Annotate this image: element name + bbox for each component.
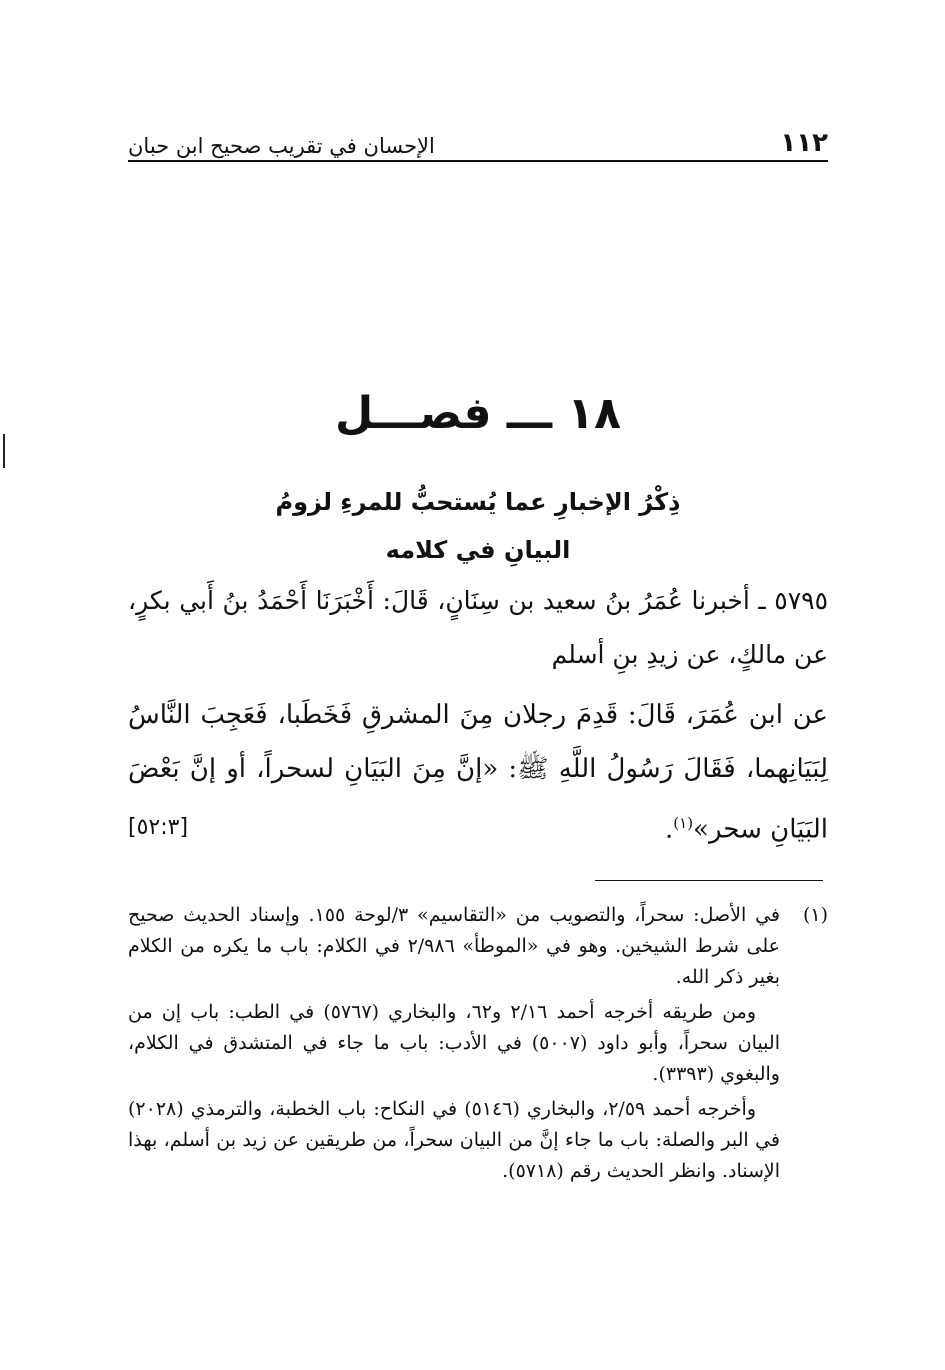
footnote-rule [595,880,823,881]
book-title: الإحسان في تقريب صحيح ابن حبان [128,134,435,158]
hadith-matn [128,688,828,857]
page-number: ١١٢ [780,128,828,158]
hadith-reference: [٥٢:٣] [128,814,189,840]
section-heading-line1: ذِكْرُ الإخبارِ عما يُستحبُّ للمرءِ لزومُ [275,488,681,516]
header-rule [128,160,828,162]
section-heading [128,478,828,574]
running-header [128,118,828,158]
section-heading-line2: البيانِ في كلامه [385,536,571,564]
hadith-isnad: ٥٧٩٥ ـ أخبرنا عُمَرُ بنُ سعيد بن سِنَانٍ، قَالَ: أَخْبَرَنَا أَحْمَدُ بنُ أَبي بكرٍ، عن مالكٍ، عن زيدِ بنِ أسلم [128,586,828,669]
margin-mark [3,434,5,468]
chapter-title: ١٨ ـــ فصـــل [334,388,622,439]
hadith-matn-text: عن ابن عُمَرَ، قَالَ: قَدِمَ رجلان مِنَ المشرقِ فَخَطَبا، فَعَجِبَ النَّاسُ لِبَيَانِهما، فَقَالَ رَسُولُ اللَّهِ ﷺ: «إنَّ مِنَ البَيَانِ لسحراً، أو إنَّ بَعْضَ البَيَانِ سحر» [128,700,828,845]
matn-end-punct: . [665,814,674,845]
footnote-item [128,900,828,1187]
footnote-paragraph: ومن طريقه أخرجه أحمد ٢/١٦ و٦٢، والبخاري (٥٧٦٧) في الطب: باب إن من البيان سحراً، وأبو داود (٥٠٠٧) في الأدب: باب ما جاء في المتشدق في الكلام، والبغوي (٣٣٩٣). [128,1001,780,1085]
footnote-marker[interactable]: (١) [673,814,694,832]
footnotes [128,900,828,1191]
footnote-paragraph: وأخرجه أحمد ٢/٥٩، والبخاري (٥١٤٦) في النكاح: باب الخطبة، والترمذي (٢٠٢٨) في البر والصلة: باب ما جاء إنَّ من البيان سحراً، من طريقين عن زيد بن أسلم، بهذا الإسناد. وانظر الحديث رقم (٥٧١٨). [128,1098,780,1182]
footnote-number: (١) [802,904,828,926]
footnote-paragraph: في الأصل: سحراً، والتصويب من «التقاسيم» ٣/لوحة ١٥٥. وإسناد الحديث صحيح على شرط الشيخين. وهو في «الموطأ» ٢/٩٨٦ في الكلام: باب ما يكره من الكلام بغير ذكر الله. [128,904,780,988]
